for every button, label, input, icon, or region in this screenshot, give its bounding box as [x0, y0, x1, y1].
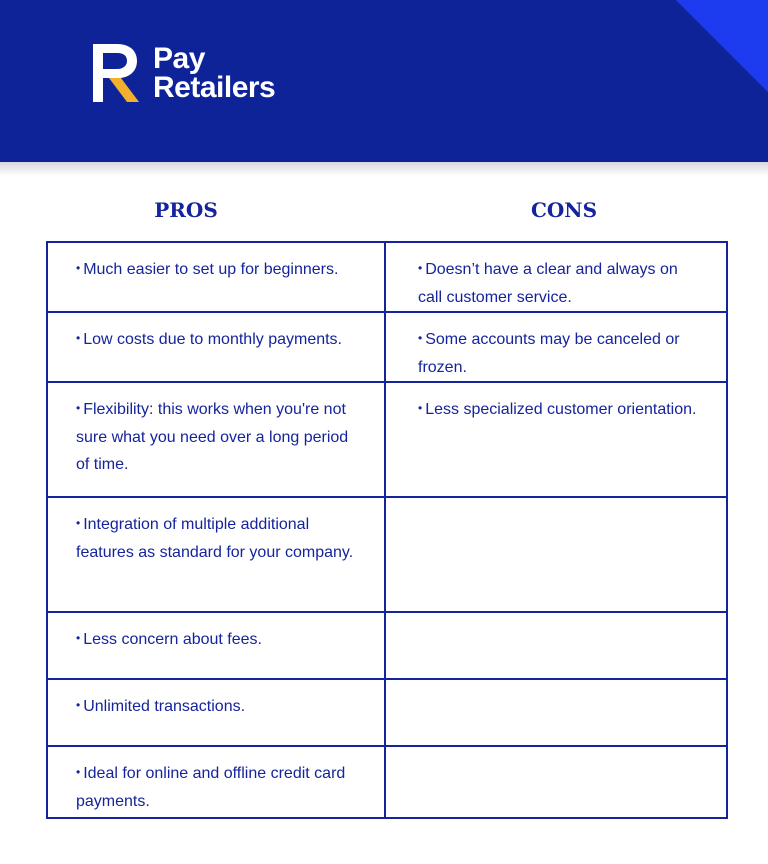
- pro-text: Low costs due to monthly payments.: [83, 331, 342, 348]
- table-row: [47, 746, 727, 818]
- brand-name: [153, 44, 275, 102]
- bullet-icon: •: [76, 765, 81, 779]
- cons-cell: [385, 497, 727, 612]
- bullet-icon: •: [418, 261, 423, 275]
- bullet-icon: •: [418, 331, 423, 345]
- table-row: [47, 312, 727, 382]
- header-shadow: [0, 162, 768, 176]
- pro-text: Integration of multiple additional features as standard for your company.: [76, 516, 354, 561]
- pros-cell: [47, 612, 385, 679]
- pros-cell: [47, 746, 385, 818]
- pros-cell: [47, 242, 385, 312]
- cons-cell: [385, 382, 727, 497]
- bullet-icon: •: [76, 261, 81, 275]
- table-row: [47, 612, 727, 679]
- con-text: Less specialized customer orientation.: [425, 401, 697, 418]
- pros-heading: PROS: [154, 198, 218, 222]
- bullet-icon: •: [418, 401, 423, 415]
- pro-text: Less concern about fees.: [83, 631, 262, 648]
- bullet-icon: •: [76, 698, 81, 712]
- bullet-icon: •: [76, 516, 81, 530]
- cons-cell: [385, 242, 727, 312]
- cons-heading: CONS: [530, 198, 598, 222]
- table-row: [47, 242, 727, 312]
- pro-text: Ideal for online and offline credit card payments.: [76, 765, 346, 810]
- pros-cell: [47, 382, 385, 497]
- bullet-icon: •: [76, 401, 81, 415]
- brand-name-line2: Retailers: [153, 71, 276, 104]
- con-text: Some accounts may be canceled or frozen.: [418, 331, 680, 376]
- cons-cell: [385, 612, 727, 679]
- cons-cell: [385, 312, 727, 382]
- pros-cell: [47, 497, 385, 612]
- cons-cell: [385, 746, 727, 818]
- logo-r-icon: [93, 44, 139, 102]
- pros-cell: [47, 312, 385, 382]
- payretailers-logo: [93, 44, 303, 104]
- table-row: [47, 382, 727, 497]
- brand-name-line1: Pay: [153, 42, 205, 75]
- pro-text: Flexibility: this works when you're not sure what you need over a long period of time.: [76, 401, 349, 473]
- bullet-icon: •: [76, 331, 81, 345]
- bullet-icon: •: [76, 631, 81, 645]
- table-row: [47, 497, 727, 612]
- corner-accent: [676, 0, 768, 92]
- pro-text: Much easier to set up for beginners.: [83, 261, 339, 278]
- pros-cons-table: [46, 241, 728, 819]
- table-row: [47, 679, 727, 746]
- cons-cell: [385, 679, 727, 746]
- con-text: Doesn’t have a clear and always on call customer service.: [418, 261, 678, 306]
- header-banner: [0, 0, 768, 162]
- pro-text: Unlimited transactions.: [83, 698, 246, 715]
- pros-cell: [47, 679, 385, 746]
